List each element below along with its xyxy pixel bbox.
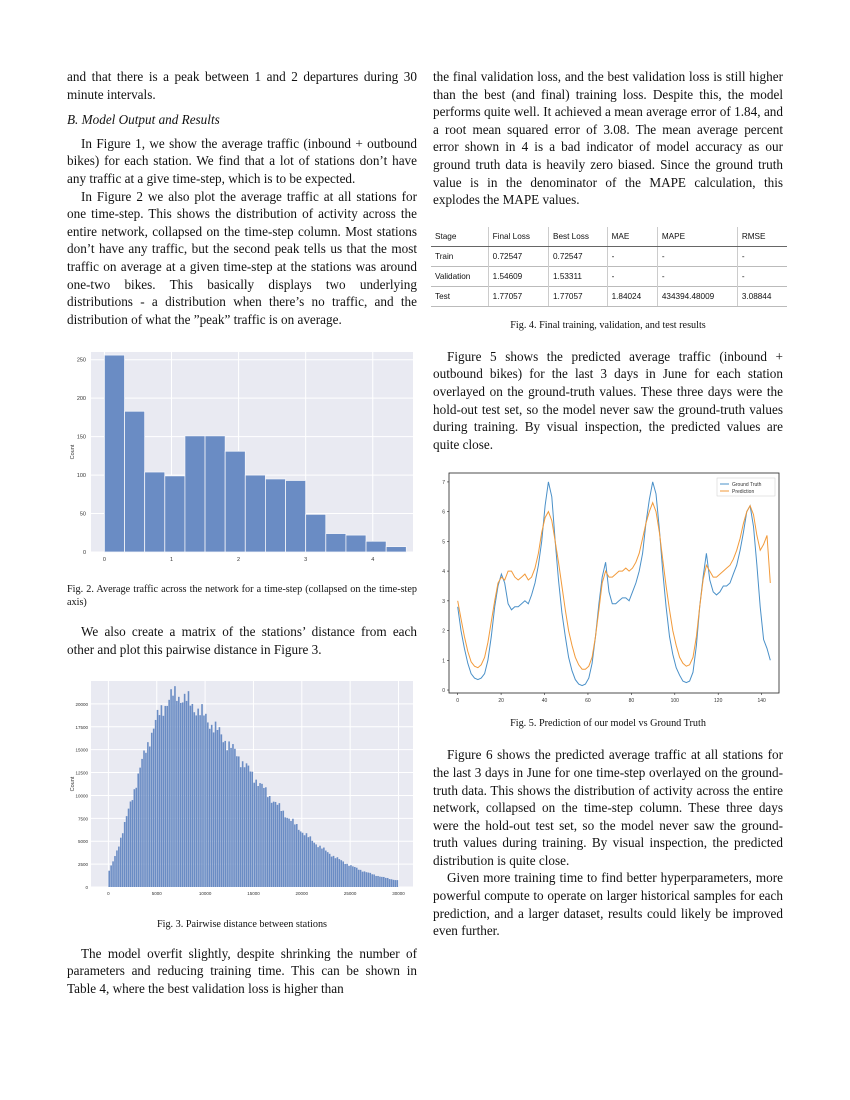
- figure-2: [67, 346, 417, 576]
- histogram-bar: [135, 787, 137, 886]
- histogram-bar: [197, 708, 199, 886]
- histogram-bar: [186, 700, 188, 886]
- histogram-bar: [358, 869, 360, 886]
- y-tick-label: 150: [76, 434, 86, 441]
- histogram-bar: [350, 865, 352, 887]
- histogram-bar: [344, 863, 346, 886]
- histogram-bar: [151, 732, 153, 886]
- histogram-bar: [292, 818, 294, 886]
- histogram-bar: [244, 767, 246, 887]
- histogram-bar: [126, 816, 128, 887]
- x-tick-label: 4: [371, 557, 375, 564]
- histogram-bar: [180, 702, 182, 886]
- paragraph: The model overfit slightly, despite shrinking the number of parameters and reducing training time. This can be shown in Table 4, where the best validation loss is higher than: [67, 945, 417, 996]
- x-tick-label: 10000: [198, 890, 212, 896]
- histogram-bar: [393, 879, 395, 886]
- histogram-bar: [387, 877, 389, 886]
- left-column: [67, 68, 417, 997]
- histogram-bar: [306, 833, 308, 887]
- histogram-bar: [195, 715, 197, 887]
- histogram-bar: [273, 801, 275, 886]
- y-tick-label: 0: [82, 550, 86, 557]
- histogram-bar: [232, 744, 234, 887]
- results-table: [431, 227, 787, 307]
- y-tick-label: 3: [442, 599, 445, 606]
- histogram-bar: [120, 837, 122, 886]
- histogram-bar: [110, 865, 112, 887]
- x-tick-label: 0: [102, 557, 106, 564]
- histogram-bar: [116, 850, 118, 887]
- histogram-bar: [132, 800, 134, 887]
- paragraph: In Figure 1, we show the average traffic (inbound + outbound bikes) for each station. We find that a lot of stations don’t have any traffic at a give time-step, which is to be expected.: [67, 135, 417, 186]
- histogram-bar: [288, 818, 290, 886]
- histogram-bar: [248, 765, 250, 886]
- table-header-cell: Best Loss: [549, 227, 608, 247]
- histogram-bar: [207, 722, 209, 887]
- legend-label: Ground Truth: [732, 482, 762, 489]
- histogram-bar: [153, 728, 155, 886]
- x-tick-label: 2: [237, 557, 241, 564]
- histogram-bar: [147, 742, 149, 887]
- x-tick-label: 120: [714, 698, 723, 705]
- table-cell: 3.08844: [737, 286, 787, 306]
- table-cell: -: [657, 266, 737, 286]
- histogram-bar: [325, 850, 327, 886]
- histogram-bar: [304, 835, 306, 887]
- histogram-bar: [201, 704, 203, 887]
- histogram-bar: [143, 750, 145, 887]
- histogram-bar: [335, 858, 337, 887]
- x-tick-label: 30000: [392, 890, 405, 896]
- histogram-bar: [141, 758, 143, 886]
- histogram-bar: [139, 767, 141, 886]
- y-tick-label: 6: [442, 509, 445, 516]
- histogram-bar: [333, 855, 335, 886]
- table-cell: Test: [431, 286, 488, 306]
- histogram-bar: [360, 869, 362, 886]
- histogram-bar: [192, 703, 194, 886]
- histogram-bar: [391, 879, 393, 887]
- figure-5-caption: Fig. 5. Prediction of our model vs Ground Truth: [510, 718, 706, 730]
- right-column: [433, 68, 783, 940]
- histogram-bar: [159, 715, 161, 887]
- paragraph: Figure 5 shows the predicted average traffic (inbound + outbound bikes) for the last 3 days in June for each station overlayed on the ground-truth values. These three days were the hold-out test set, so the model never saw the ground-truth values during training. By visual inspection, the predicted values are quite close.: [433, 348, 783, 452]
- histogram-bar: [108, 870, 110, 886]
- histogram-bar: [190, 705, 192, 886]
- histogram-bar: [311, 840, 313, 886]
- table-cell: 0.72547: [549, 246, 608, 266]
- table-cell: 0.72547: [488, 246, 548, 266]
- histogram-bar: [290, 820, 292, 886]
- histogram-bar: [286, 817, 288, 886]
- histogram-bar: [277, 804, 279, 886]
- histogram-bar: [230, 747, 232, 886]
- histogram-bar: [199, 715, 201, 887]
- histogram-bar: [379, 876, 381, 886]
- table-cell: Validation: [431, 266, 488, 286]
- histogram-bar: [221, 734, 223, 887]
- histogram-bar: [168, 699, 170, 886]
- histogram-bar: [386, 547, 406, 552]
- histogram-bar: [130, 801, 132, 886]
- histogram-bar: [397, 880, 399, 887]
- y-tick-label: 10000: [75, 792, 88, 798]
- histogram-bar: [267, 797, 269, 887]
- histogram-bar: [228, 741, 230, 887]
- histogram-bar: [373, 874, 375, 887]
- x-tick-label: 80: [628, 698, 635, 705]
- y-axis-label: Count: [70, 444, 76, 460]
- histogram-bar: [164, 705, 166, 886]
- histogram-bar: [310, 836, 312, 887]
- table-header-cell: Final Loss: [488, 227, 548, 247]
- y-axis-label: Count: [70, 776, 76, 791]
- histogram-bar: [166, 705, 168, 886]
- histogram-bar: [205, 436, 225, 552]
- x-tick-label: 60: [585, 698, 591, 705]
- y-tick-label: 1: [442, 658, 445, 665]
- histogram-bar: [366, 542, 386, 553]
- y-tick-label: 0: [85, 884, 88, 890]
- histogram-bar: [321, 848, 323, 886]
- y-tick-label: 50: [79, 511, 86, 518]
- x-tick-label: 3: [304, 557, 308, 564]
- x-tick-label: 140: [757, 698, 766, 705]
- histogram-bar: [364, 871, 366, 887]
- histogram-bar: [327, 852, 329, 887]
- histogram-bar: [313, 842, 315, 886]
- y-tick-label: 2: [442, 628, 445, 635]
- histogram-bar: [176, 700, 178, 886]
- histogram-bar: [238, 756, 240, 887]
- histogram-bar: [170, 689, 172, 887]
- y-tick-label: 20000: [75, 701, 88, 707]
- figure-3: [67, 677, 417, 907]
- histogram-bar: [157, 709, 159, 886]
- histogram-bar: [224, 740, 226, 886]
- histogram-bar: [395, 880, 397, 887]
- histogram-bar: [252, 771, 254, 886]
- histogram-bar: [389, 879, 391, 887]
- histogram-bar: [346, 535, 366, 552]
- y-tick-label: 7500: [77, 815, 88, 821]
- legend-label: Prediction: [732, 489, 755, 496]
- histogram-bar: [149, 746, 151, 887]
- histogram-bar: [281, 811, 283, 887]
- x-tick-label: 0: [456, 698, 460, 705]
- histogram-bar: [246, 763, 248, 887]
- figure-2-caption: Fig. 2. Average traffic across the network for a time-step (collapsed on the time-step axis): [67, 584, 417, 609]
- histogram-bar: [114, 856, 116, 887]
- y-tick-label: 5000: [77, 838, 88, 844]
- y-tick-label: 100: [76, 473, 86, 480]
- histogram-bar: [381, 876, 383, 886]
- histogram-bar: [253, 782, 255, 886]
- histogram-bar: [257, 786, 259, 887]
- histogram-bar: [377, 875, 379, 886]
- histogram-bar: [306, 515, 326, 553]
- section-heading: B. Model Output and Results: [67, 112, 220, 128]
- histogram-bar: [323, 847, 325, 886]
- histogram-bar: [368, 872, 370, 886]
- histogram-bar: [340, 860, 342, 887]
- histogram-bar: [125, 412, 145, 553]
- histogram-bar: [178, 696, 180, 886]
- histogram-bar: [112, 861, 114, 887]
- histogram-bar: [205, 713, 207, 886]
- y-tick-label: 5: [442, 539, 445, 546]
- fig3-histogram: [67, 677, 417, 902]
- x-tick-label: 100: [670, 698, 679, 705]
- y-tick-label: 200: [76, 396, 86, 403]
- x-tick-label: 15000: [247, 890, 260, 896]
- fig2-histogram: [67, 346, 417, 571]
- table-cell: 1.84024: [607, 286, 657, 306]
- histogram-bar: [302, 832, 304, 886]
- x-tick-label: 40: [541, 698, 548, 705]
- histogram-bar: [298, 829, 300, 886]
- histogram-bar: [356, 867, 358, 886]
- table-header-cell: MAE: [607, 227, 657, 247]
- histogram-bar: [383, 876, 385, 886]
- histogram-bar: [128, 808, 130, 886]
- histogram-bar: [269, 796, 271, 887]
- histogram-bar: [263, 787, 265, 886]
- histogram-bar: [203, 715, 205, 886]
- y-tick-label: 4: [442, 569, 445, 576]
- histogram-bar: [165, 476, 185, 552]
- histogram-bar: [242, 761, 244, 887]
- y-tick-label: 0: [442, 688, 445, 695]
- table-cell: -: [607, 246, 657, 266]
- histogram-bar: [225, 452, 245, 553]
- histogram-bar: [184, 693, 186, 886]
- x-tick-label: 1: [169, 557, 174, 564]
- histogram-bar: [300, 831, 302, 887]
- histogram-bar: [352, 866, 354, 887]
- histogram-bar: [104, 355, 124, 552]
- table-cell: 434394.48009: [657, 286, 737, 306]
- histogram-bar: [342, 861, 344, 887]
- table-header-cell: MAPE: [657, 227, 737, 247]
- x-tick-label: 25000: [343, 890, 357, 896]
- histogram-bar: [161, 705, 163, 887]
- histogram-bar: [362, 871, 364, 886]
- histogram-bar: [193, 712, 195, 887]
- table-row: [431, 246, 787, 266]
- histogram-bar: [188, 691, 190, 887]
- histogram-bar: [245, 475, 265, 552]
- paragraph: Given more training time to find better hyperparameters, more powerful compute to operate on larger historical samples for each prediction, and a larger dataset, results could likely be improved even further.: [433, 870, 783, 939]
- histogram-bar: [234, 748, 236, 886]
- table-cell: -: [607, 266, 657, 286]
- y-tick-label: 15000: [75, 747, 88, 753]
- histogram-bar: [366, 872, 368, 887]
- histogram-bar: [163, 715, 165, 886]
- y-tick-label: 2500: [77, 861, 88, 867]
- table-row: [431, 286, 787, 306]
- paragraph: the final validation loss, and the best validation loss is still higher than the best (and final) training loss. Despite this, the model performs quite well. It achieved a mean average error of 1.84, and a root mean squared error of 3.08. The mean average percent error shown in 4 is a bad indicator of model accuracy as our ground truth data is heavily zero biased. Since the ground truth value is in the denominator of the MAPE calculation, this explodes the MAPE values.: [433, 69, 783, 208]
- histogram-bar: [282, 810, 284, 886]
- histogram-bar: [315, 844, 317, 887]
- histogram-bar: [145, 472, 165, 552]
- histogram-bar: [250, 771, 252, 886]
- histogram-bar: [185, 436, 205, 552]
- histogram-bar: [284, 817, 286, 887]
- table-cell: 1.77057: [488, 286, 548, 306]
- x-tick-label: 5000: [151, 890, 162, 896]
- table-cell: 1.54609: [488, 266, 548, 286]
- histogram-bar: [317, 847, 319, 887]
- histogram-bar: [308, 837, 310, 887]
- histogram-bar: [215, 721, 217, 886]
- histogram-bar: [261, 783, 263, 886]
- table-cell: -: [737, 266, 787, 286]
- figure-5: [433, 469, 783, 709]
- histogram-bar: [209, 728, 211, 886]
- table-cell: 1.77057: [549, 286, 608, 306]
- histogram-bar: [226, 750, 228, 887]
- figure-3-caption: Fig. 3. Pairwise distance between stations: [156, 918, 328, 930]
- histogram-bar: [296, 824, 298, 887]
- histogram-bar: [346, 863, 348, 886]
- histogram-bar: [213, 732, 215, 887]
- x-tick-label: 20: [498, 698, 504, 705]
- table-cell: 1.53311: [549, 266, 608, 286]
- paragraph: In Figure 2 we also plot the average traffic at all stations for one time-step. This shows the distribution of activity across the entire network, collapsed on the time-step column. Most stations don’t have any traffic, but the second peak tells us that the most traffic on average at a given time-step at the stations was around one-two bikes. This basically displays two underlying distributions - a distribution when there’s no traffic, and the distribution of what the ”peak” traffic is on average.: [67, 188, 417, 327]
- y-tick-label: 7: [442, 480, 445, 487]
- histogram-bar: [371, 874, 373, 887]
- y-tick-label: 12500: [75, 770, 88, 776]
- x-tick-label: 20000: [295, 890, 309, 896]
- histogram-bar: [348, 865, 350, 886]
- histogram-bar: [124, 821, 126, 886]
- histogram-bar: [375, 875, 377, 886]
- paragraph: and that there is a peak between 1 and 2 departures during 30 minute intervals.: [67, 69, 417, 102]
- fig5-line-chart: [433, 469, 783, 704]
- histogram-bar: [155, 719, 157, 886]
- histogram-bar: [279, 803, 281, 887]
- histogram-bar: [211, 724, 213, 886]
- histogram-bar: [259, 783, 261, 887]
- histogram-bar: [134, 789, 136, 887]
- table-cell: Train: [431, 246, 488, 266]
- histogram-bar: [331, 856, 333, 886]
- histogram-bar: [275, 801, 277, 886]
- histogram-bar: [326, 534, 346, 552]
- histogram-bar: [319, 845, 321, 886]
- histogram-bar: [255, 779, 257, 886]
- paragraph: Figure 6 shows the predicted average traffic at all stations for the last 3 days in June for one time-step overlayed on the ground-truth data. This shows the distribution of activity across the entire network, collapsed on the time-step column. These three days were the hold-out test set, so the model never saw the ground-truth values during training. By visual inspection, the predicted distribution is quite close.: [433, 747, 783, 868]
- histogram-bar: [385, 877, 387, 886]
- histogram-bar: [174, 686, 176, 887]
- table-header-cell: RMSE: [737, 227, 787, 247]
- histogram-bar: [182, 702, 184, 887]
- histogram-bar: [223, 742, 225, 887]
- histogram-bar: [265, 479, 285, 552]
- paragraph: We also create a matrix of the stations’ distance from each other and plot this pairwise distance in Figure 3.: [67, 624, 417, 657]
- figure-4-caption: Fig. 4. Final training, validation, and test results: [510, 319, 706, 331]
- histogram-bar: [145, 752, 147, 886]
- table-row: [431, 266, 787, 286]
- histogram-bar: [137, 773, 139, 886]
- x-tick-label: 0: [107, 890, 110, 896]
- histogram-bar: [217, 729, 219, 886]
- histogram-bar: [122, 833, 124, 887]
- table-header-row: [431, 227, 787, 247]
- table-header-cell: Stage: [431, 227, 488, 247]
- histogram-bar: [337, 857, 339, 887]
- histogram-bar: [219, 727, 221, 887]
- histogram-bar: [271, 802, 273, 886]
- y-tick-label: 17500: [75, 724, 88, 730]
- histogram-bar: [339, 859, 341, 887]
- histogram-bar: [118, 846, 120, 886]
- table-cell: -: [657, 246, 737, 266]
- histogram-bar: [236, 756, 238, 887]
- histogram-bar: [172, 695, 174, 886]
- histogram-bar: [369, 872, 371, 886]
- y-tick-label: 250: [76, 358, 86, 365]
- histogram-bar: [354, 866, 356, 886]
- histogram-bar: [329, 853, 331, 886]
- histogram-bar: [265, 787, 267, 887]
- histogram-bar: [240, 767, 242, 887]
- histogram-bar: [294, 824, 296, 887]
- table-cell: -: [737, 246, 787, 266]
- histogram-bar: [286, 481, 306, 553]
